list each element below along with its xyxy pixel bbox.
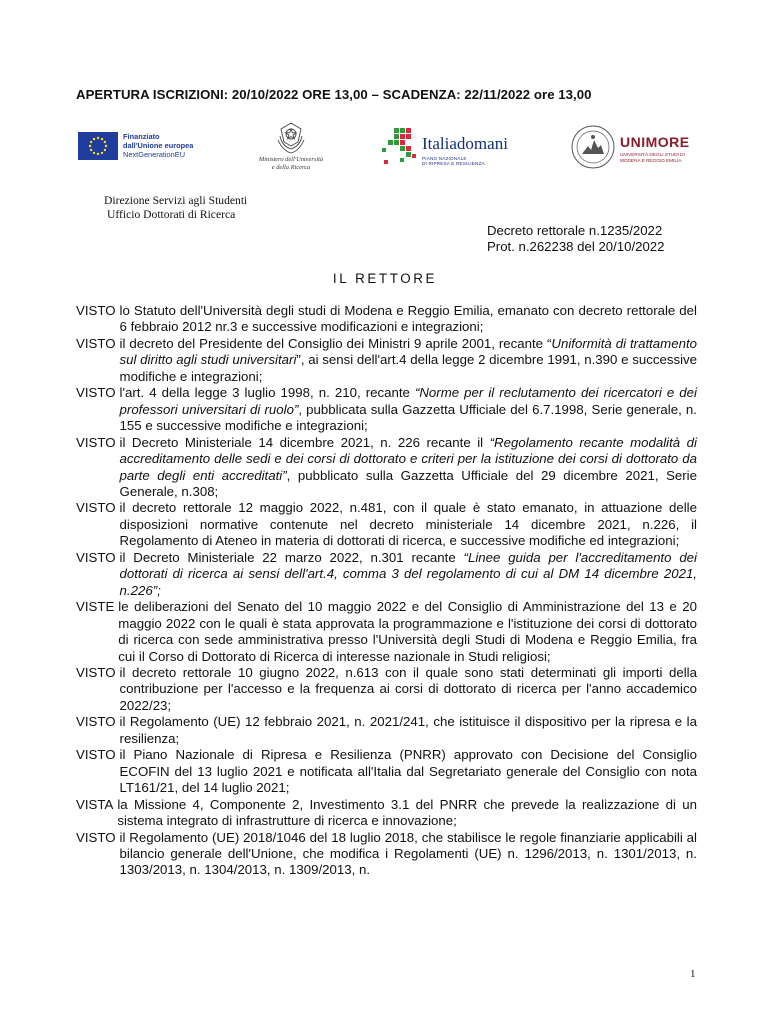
ministry-name-line1: Ministero dell'Università	[258, 156, 324, 163]
decree-number: Decreto rettorale n.1235/2022	[487, 223, 663, 238]
ministry-name-line2: e della Ricerca	[271, 164, 311, 171]
recital-text	[120, 747, 697, 796]
decree-reference	[487, 223, 664, 255]
recital-keyword: VISTO	[76, 747, 116, 763]
page-number: 1	[690, 968, 696, 980]
recital-text-segment: il Regolamento (UE) 12 febbraio 2021, n. 2021/241, che istituisce il dispositivo per la ripresa e la resilienza;	[119, 714, 697, 746]
unimore-logo	[570, 120, 700, 176]
recital-entry	[76, 599, 697, 665]
registration-deadline-heading: APERTURA ISCRIZIONI: 20/10/2022 ORE 13,00 – SCADENZA: 22/11/2022 ore 13,00	[76, 87, 592, 102]
recital-entry	[76, 336, 697, 385]
recital-text-segment: le deliberazioni del Senato del 10 maggio 2022 e del Consiglio di Amministrazione del 13 e 20 maggio 2022 con le quali è stata approvata la programmazione e l'istituzione dei corsi di dottorato di ricerca con sede amministrativa presso l'Università degli Studi di Modena e Reggio Emilia, fra cui il Corso di Dottorato di Ricerca di interesse nazionale in Studi religiosi;	[118, 599, 697, 664]
recital-entry	[76, 500, 697, 549]
recital-text	[120, 336, 697, 385]
recital-keyword: VISTO	[76, 434, 116, 450]
recital-text-segment: il Decreto Ministeriale 22 marzo 2022, n.301 recante	[119, 549, 464, 565]
logo-bar	[0, 118, 770, 180]
recital-entry	[76, 747, 697, 796]
recital-entry	[76, 435, 697, 501]
university-seal-icon	[570, 124, 616, 170]
recital-entry	[76, 303, 697, 336]
recital-keyword: VISTE	[76, 599, 115, 615]
recital-keyword: VISTO	[76, 664, 116, 680]
recital-title-citation: Uniformità di trattamento sul diritto agli studi universitari	[119, 335, 697, 368]
recital-text	[120, 303, 697, 336]
recital-entry	[76, 714, 697, 747]
italiadomani-subtitle-2: DI RIPRESA E RESILIENZA	[422, 161, 485, 167]
unimore-subtitle-2: MODENA E REGGIO EMILIA	[620, 157, 682, 163]
recital-entry	[76, 797, 697, 830]
eu-nextgeneration-logo	[78, 132, 204, 168]
recital-text-segment: il Regolamento (UE) 2018/1046 del 18 luglio 2018, che stabilisce le regole finanziarie applicabili al bilancio generale dell'Unione, che modifica i Regolamenti (UE) n. 1296/2013, n. 1301/2013, n. 1303/2013, n. 1304/2013, n. 1309/2013, n.	[119, 829, 697, 878]
recital-text	[120, 435, 697, 501]
italian-emblem-icon	[274, 120, 308, 156]
recital-text	[117, 797, 697, 830]
recital-text-segment: ”, ai sensi dell'art.4 della legge 2 dicembre 1991, n.390 e successive modifiche e integrazioni;	[119, 352, 698, 384]
unimore-subtitle-1: UNIVERSITÀ DEGLI STUDI DI	[620, 152, 685, 157]
italiadomani-subtitle-1: PIANO NAZIONALE	[422, 156, 467, 161]
italiadomani-logo	[380, 124, 530, 172]
recital-text-segment: il decreto rettorale 10 giugno 2022, n.613 con il quale sono stati determinati gli importi della contribuzione per l'accesso e la frequenza ai corsi di dottorato di ricerca per l'anno accademico 2022/23;	[119, 664, 697, 713]
recital-entry	[76, 665, 697, 714]
protocol-number: Prot. n.262238 del 20/10/2022	[487, 239, 665, 254]
recital-keyword: VISTO	[76, 385, 116, 401]
recital-text-segment: lo Statuto dell'Università degli studi di Modena e Reggio Emilia, emanato con decreto rettorale del 6 febbraio 2012 nr.3 e successive modificazioni e integrazioni;	[119, 303, 697, 335]
recital-text	[120, 665, 697, 714]
recital-title-citation: “Linee guida per l'accreditamento dei dottorati di ricerca ai sensi dell'art.4, comma 3 del regolamento di cui al DM 14 dicembre 2021, n.226”;	[119, 549, 697, 598]
recital-keyword: VISTO	[76, 335, 116, 351]
recital-keyword: VISTO	[76, 500, 116, 516]
recital-title-citation: “Norme per il reclutamento dei ricercatori e dei professori universitari di ruolo”	[119, 385, 697, 417]
recital-text	[118, 599, 697, 665]
eu-logo-text-2: dall'Unione europea	[123, 141, 194, 150]
office-directorate: Direzione Servizi agli Studenti	[104, 194, 248, 207]
recital-keyword: VISTO	[76, 714, 116, 730]
recital-text-segment: il Decreto Ministeriale 14 dicembre 2021, n. 226 recante il	[119, 434, 490, 450]
recital-text-segment: il Piano Nazionale di Ripresa e Resilienza (PNRR) approvato con Decisione del Consiglio ECOFIN del 13 luglio 2021 e notificata all'Italia dal Segretariato generale del Consiglio con nota LT161/21, del 14 luglio 2021;	[119, 747, 697, 796]
recitals-list	[76, 303, 697, 879]
eu-logo-text-3: NextGenerationEU	[123, 150, 186, 159]
eu-logo-text-1: Finanziato	[123, 132, 160, 141]
recital-text	[120, 550, 697, 599]
eu-flag-icon	[78, 132, 118, 160]
recital-text	[120, 500, 697, 549]
italiadomani-wordmark: Italiadomani	[422, 134, 508, 153]
italy-map-icon	[380, 124, 420, 168]
recital-text-segment: l'art. 4 della legge 3 luglio 1998, n. 210, recante	[119, 385, 415, 401]
recital-title-citation: “Regolamento recante modalità di accreditamento delle sedi e dei corsi di dottorato e criteri per la istituzione dei corsi di dottorato da parte degli enti accreditati”	[119, 434, 697, 483]
recital-text	[120, 714, 697, 747]
recital-keyword: VISTA	[76, 796, 114, 812]
recital-entry	[76, 385, 697, 434]
recital-text-segment: il decreto del Presidente del Consiglio dei Ministri 9 aprile 2001, recante “	[119, 335, 552, 351]
recital-text-segment: , pubblicata sulla Gazzetta Ufficiale del 6.7.1998, Serie generale, n. 155 e successive modifiche e integrazioni;	[119, 401, 697, 434]
recital-text	[120, 830, 697, 879]
recital-entry	[76, 830, 697, 879]
recital-keyword: VISTO	[76, 549, 116, 565]
recital-text-segment: la Missione 4, Componente 2, Investimento 3.1 del PNRR che prevede la realizzazione di un sistema integrato di infrastrutture di ricerca e innovazione;	[117, 796, 697, 829]
office-unit: Ufficio Dottorati di Ricerca	[107, 208, 236, 221]
recital-text-segment: , pubblicato sulla Gazzetta Ufficiale del 29 dicembre 2021, Serie Generale, n.308;	[119, 467, 697, 499]
recital-entry	[76, 550, 697, 599]
unimore-wordmark: UNIMORE	[620, 134, 690, 150]
ministry-university-logo	[243, 118, 339, 178]
issuing-office	[104, 194, 247, 222]
recital-keyword: VISTO	[76, 829, 116, 845]
recital-text-segment: il decreto rettorale 12 maggio 2022, n.481, con il quale è stato emanato, in attuazione delle disposizioni normative contenute nel decreto ministeriale 14 dicembre 2021, n.226, il Regolamento di Ateneo in materia di dottorati di ricerca, e successive modifiche ed integrazioni;	[119, 500, 697, 549]
document-title: IL RETTORE	[332, 271, 438, 286]
recital-keyword: VISTO	[76, 303, 116, 318]
recital-text	[120, 385, 697, 434]
